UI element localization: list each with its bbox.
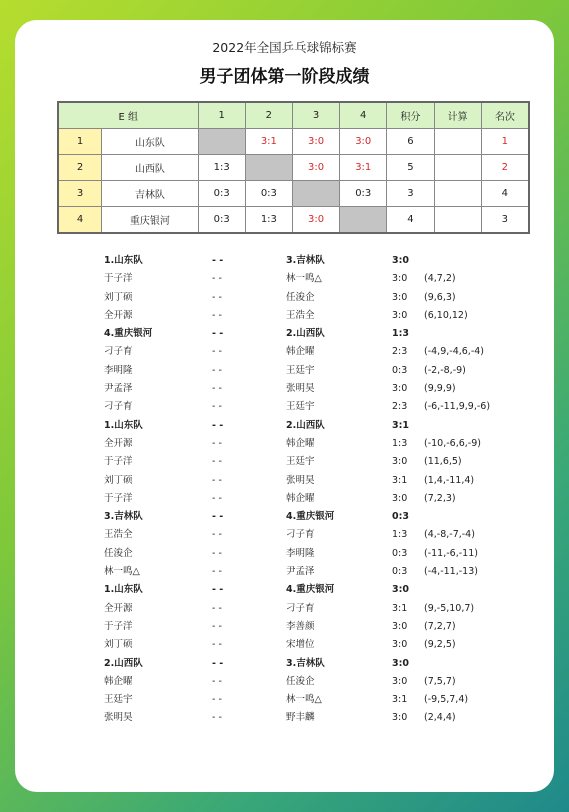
team-a: 1.山东队	[104, 584, 143, 596]
player-a: 王廷宇	[104, 694, 133, 706]
vs-separator: - -	[212, 584, 224, 596]
game-scores: (-10,-6,6,-9)	[424, 437, 481, 449]
player-b: 野丰麟	[286, 712, 315, 724]
game-scores: (9,-5,10,7)	[424, 602, 475, 614]
match-score-cell: 3:0	[340, 129, 387, 155]
vs-separator: - -	[212, 346, 222, 358]
match-score: 3:1	[392, 694, 408, 706]
game-scores: (7,5,7)	[424, 675, 456, 687]
game-scores: (11,6,5)	[424, 456, 462, 468]
team-name: 重庆银河	[102, 207, 198, 234]
calc-cell	[434, 129, 481, 155]
match-score-cell: 0:3	[245, 181, 292, 207]
match-score: 1:3	[392, 529, 408, 541]
player-b: 林一鸣△	[286, 694, 322, 706]
player-a: 林一鸣△	[104, 566, 140, 578]
match-score: 3:0	[392, 309, 408, 321]
points-cell: 3	[387, 181, 434, 207]
player-b: 刁子育	[286, 529, 315, 541]
game-scores: (4,7,2)	[424, 273, 456, 285]
vs-separator: - -	[212, 620, 222, 632]
player-b: 尹孟泽	[286, 566, 315, 578]
match-score: 2:3	[392, 401, 408, 413]
team-b: 3.吉林队	[286, 657, 325, 669]
team-b: 2.山西队	[286, 328, 325, 340]
match-score: 0:3	[392, 566, 408, 578]
match-score: 2:3	[392, 346, 408, 358]
match-score-cell: 3:1	[340, 155, 387, 181]
game-scores: (2,4,4)	[424, 712, 456, 724]
player-match-row	[104, 526, 504, 544]
vs-separator: - -	[212, 255, 224, 266]
game-scores: (-4,9,-4,6,-4)	[424, 346, 484, 358]
player-b: 韩企曜	[286, 437, 315, 449]
standings-row	[58, 129, 529, 155]
team-a: 2.山西队	[104, 657, 143, 669]
player-a: 于子洋	[104, 273, 133, 285]
final-rank-cell: 2	[481, 155, 529, 181]
player-match-row	[104, 709, 504, 727]
player-match-row	[104, 490, 504, 508]
col-header-4: 4	[340, 102, 387, 129]
player-match-row	[104, 563, 504, 581]
team-name: 山东队	[102, 129, 198, 155]
game-scores: (-2,-8,-9)	[424, 364, 466, 376]
game-scores: (9,9,9)	[424, 383, 456, 395]
player-a: 刁子育	[104, 346, 133, 358]
player-b: 王廷宇	[286, 456, 315, 468]
player-a: 于子洋	[104, 492, 133, 504]
rank-number: 2	[58, 155, 102, 181]
vs-separator: - -	[212, 364, 222, 376]
player-match-row	[104, 343, 504, 361]
match-score: 3:0	[392, 639, 408, 651]
calc-cell	[434, 181, 481, 207]
calc-cell	[434, 207, 481, 234]
game-scores: (-9,5,7,4)	[424, 694, 469, 706]
vs-separator: - -	[212, 511, 224, 523]
vs-separator: - -	[212, 328, 224, 340]
vs-separator: - -	[212, 273, 222, 285]
match-score: 1:3	[392, 328, 410, 340]
vs-separator: - -	[212, 657, 224, 669]
team-match-row	[104, 508, 504, 526]
game-scores: (7,2,7)	[424, 620, 456, 632]
team-b: 2.山西队	[286, 419, 325, 431]
player-a: 李明隆	[104, 364, 133, 376]
final-rank-cell: 4	[481, 181, 529, 207]
team-a: 4.重庆银河	[104, 328, 153, 340]
game-scores: (-4,-11,-13)	[424, 566, 478, 578]
player-b: 李善颜	[286, 620, 315, 632]
points-cell: 6	[387, 129, 434, 155]
player-b: 张明昊	[286, 383, 315, 395]
vs-separator: - -	[212, 712, 222, 724]
team-b: 3.吉林队	[286, 255, 325, 266]
team-match-row	[104, 325, 504, 343]
vs-separator: - -	[212, 529, 222, 541]
player-b: 任浚企	[286, 291, 315, 303]
match-score: 0:3	[392, 511, 410, 523]
vs-separator: - -	[212, 602, 222, 614]
player-a: 尹孟泽	[104, 383, 133, 395]
col-header-rank: 名次	[481, 102, 529, 129]
match-score: 3:0	[392, 273, 408, 285]
match-score: 3:0	[392, 492, 408, 504]
standings-row	[58, 207, 529, 234]
player-b: 宋增位	[286, 639, 315, 651]
player-match-row	[104, 545, 504, 563]
vs-separator: - -	[212, 419, 224, 431]
match-score-cell: 1:3	[245, 207, 292, 234]
match-score-cell: 3:0	[292, 129, 339, 155]
player-a: 张明昊	[104, 712, 133, 724]
vs-separator: - -	[212, 456, 222, 468]
match-score: 3:0	[392, 291, 408, 303]
player-a: 王浩全	[104, 529, 133, 541]
player-match-row	[104, 636, 504, 654]
vs-separator: - -	[212, 437, 222, 449]
self-match-cell	[340, 207, 387, 234]
player-a: 刘丁硕	[104, 639, 133, 651]
match-score: 3:0	[392, 620, 408, 632]
standings-header-row	[58, 102, 529, 129]
player-b: 王廷宇	[286, 401, 315, 413]
match-score-cell: 3:1	[245, 129, 292, 155]
vs-separator: - -	[212, 309, 222, 321]
match-score: 3:0	[392, 712, 408, 724]
team-name: 吉林队	[102, 181, 198, 207]
game-scores: (-6,-11,9,9,-6)	[424, 401, 491, 413]
game-scores: (1,4,-11,4)	[424, 474, 475, 486]
calc-cell	[434, 155, 481, 181]
rank-number: 1	[58, 129, 102, 155]
vs-separator: - -	[212, 639, 222, 651]
group-header: E 组	[58, 102, 198, 129]
match-score-cell: 0:3	[198, 207, 245, 234]
final-rank-cell: 1	[481, 129, 529, 155]
match-score-cell: 3:0	[292, 155, 339, 181]
match-score: 3:1	[392, 419, 410, 431]
match-score-cell: 3:0	[292, 207, 339, 234]
team-a: 1.山东队	[104, 419, 143, 431]
col-header-1: 1	[198, 102, 245, 129]
game-scores: (-11,-6,-11)	[424, 547, 478, 559]
player-a: 韩企曜	[104, 675, 133, 687]
event-subtitle: 2022年全国乒乓球锦标赛	[212, 40, 357, 55]
team-a: 3.吉林队	[104, 511, 143, 523]
game-scores: (4,-8,-7,-4)	[424, 529, 475, 541]
standings-row	[58, 155, 529, 181]
match-score: 0:3	[392, 547, 408, 559]
match-score: 3:1	[392, 474, 408, 486]
player-match-row	[104, 691, 504, 709]
team-match-row	[104, 252, 504, 270]
player-a: 于子洋	[104, 620, 133, 632]
player-b: 李明隆	[286, 547, 315, 559]
game-scores: (9,6,3)	[424, 291, 456, 303]
vs-separator: - -	[212, 383, 222, 395]
self-match-cell	[245, 155, 292, 181]
player-match-row	[104, 600, 504, 618]
match-score: 0:3	[392, 364, 408, 376]
game-scores: (6,10,12)	[424, 309, 468, 321]
player-b: 张明昊	[286, 474, 315, 486]
player-a: 刘丁硕	[104, 474, 133, 486]
player-a: 任浚企	[104, 547, 133, 559]
standings-table	[57, 101, 530, 234]
rank-number: 4	[58, 207, 102, 234]
vs-separator: - -	[212, 675, 222, 687]
match-score-cell: 0:3	[340, 181, 387, 207]
vs-separator: - -	[212, 492, 222, 504]
self-match-cell	[292, 181, 339, 207]
team-match-row	[104, 655, 504, 673]
game-scores: (9,2,5)	[424, 639, 456, 651]
match-score-cell: 1:3	[198, 155, 245, 181]
player-match-row	[104, 618, 504, 636]
player-a: 全开源	[104, 309, 133, 321]
col-header-2: 2	[245, 102, 292, 129]
match-score: 3:0	[392, 675, 408, 687]
match-score: 3:0	[392, 456, 408, 468]
player-b: 任浚企	[286, 675, 315, 687]
player-a: 于子洋	[104, 456, 133, 468]
match-score: 3:0	[392, 255, 410, 266]
player-match-row	[104, 398, 504, 416]
vs-separator: - -	[212, 474, 222, 486]
results-card	[15, 20, 554, 792]
team-match-row	[104, 417, 504, 435]
standings-row	[58, 181, 529, 207]
points-cell: 5	[387, 155, 434, 181]
player-b: 韩企曜	[286, 346, 315, 358]
col-header-calc: 计算	[434, 102, 481, 129]
vs-separator: - -	[212, 291, 222, 303]
vs-separator: - -	[212, 694, 222, 706]
team-a: 1.山东队	[104, 255, 143, 266]
vs-separator: - -	[212, 547, 222, 559]
match-score: 1:3	[392, 437, 408, 449]
player-b: 韩企曜	[286, 492, 315, 504]
player-match-row	[104, 362, 504, 380]
player-b: 王浩全	[286, 309, 315, 321]
player-match-row	[104, 307, 504, 325]
player-match-row	[104, 453, 504, 471]
player-a: 全开源	[104, 437, 133, 449]
player-match-row	[104, 673, 504, 691]
player-b: 林一鸣△	[286, 273, 322, 285]
team-b: 4.重庆银河	[286, 511, 335, 523]
points-cell: 4	[387, 207, 434, 234]
player-match-row	[104, 435, 504, 453]
match-score: 3:0	[392, 584, 410, 596]
match-score: 3:0	[392, 383, 408, 395]
player-match-row	[104, 289, 504, 307]
col-header-points: 积分	[387, 102, 434, 129]
player-match-row	[104, 380, 504, 398]
vs-separator: - -	[212, 566, 222, 578]
team-match-row	[104, 581, 504, 599]
match-results	[104, 252, 504, 728]
player-b: 王廷宇	[286, 364, 315, 376]
final-rank-cell: 3	[481, 207, 529, 234]
game-scores: (7,2,3)	[424, 492, 456, 504]
player-a: 全开源	[104, 602, 133, 614]
match-score-cell: 0:3	[198, 181, 245, 207]
match-score: 3:0	[392, 657, 410, 669]
col-header-3: 3	[292, 102, 339, 129]
page-title: 男子团体第一阶段成绩	[199, 67, 370, 87]
player-a: 刘丁硕	[104, 291, 133, 303]
player-match-row	[104, 270, 504, 288]
match-score: 3:1	[392, 602, 408, 614]
player-a: 刁子育	[104, 401, 133, 413]
team-b: 4.重庆银河	[286, 584, 335, 596]
rank-number: 3	[58, 181, 102, 207]
player-b: 刁子育	[286, 602, 315, 614]
self-match-cell	[198, 129, 245, 155]
team-name: 山西队	[102, 155, 198, 181]
player-match-row	[104, 472, 504, 490]
vs-separator: - -	[212, 401, 222, 413]
